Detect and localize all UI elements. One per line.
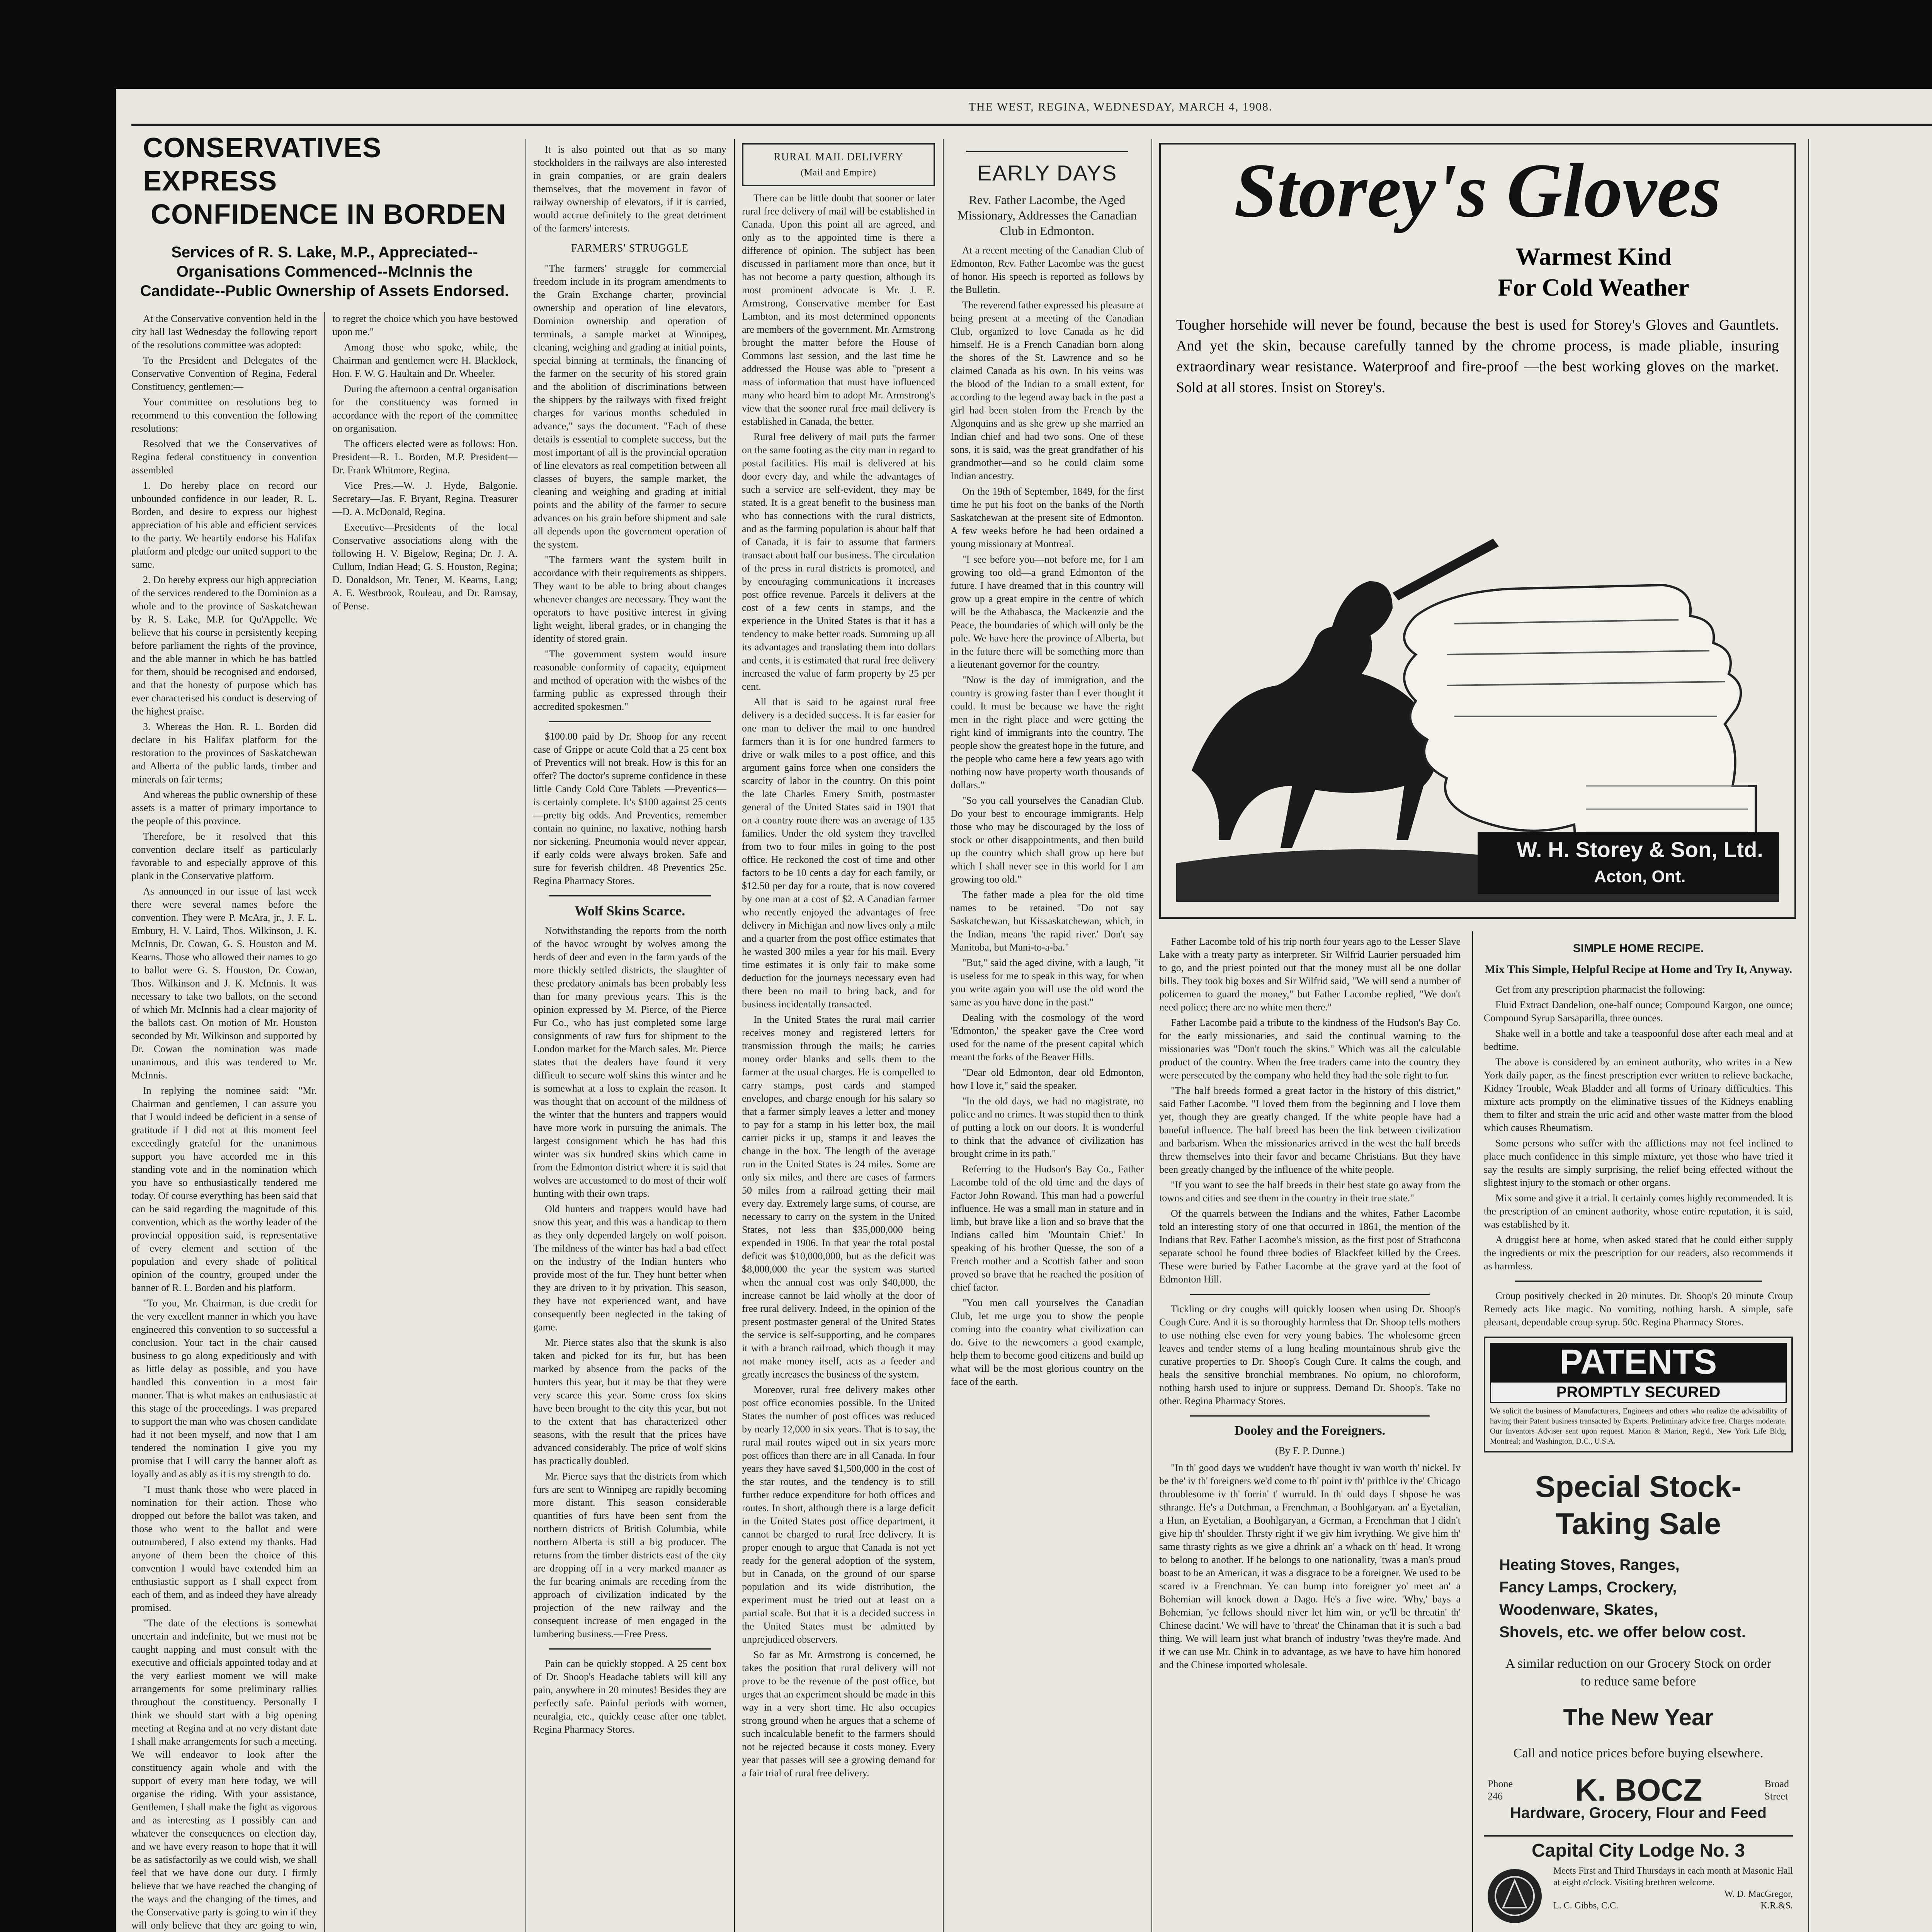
paragraph: "You men call yourselves the Canadian Club, let me urge you to show the people coming into the country what civilization can do. Give to the newcomers a good example, help them to become good citizens and build up what will be the most glorious country on the face of the earth. xyxy=(951,1297,1144,1387)
paragraph: Therefore, be it resolved that this convention declare itself as particularly favorable to and especially approve of this plank in the Conservative platform. xyxy=(131,831,317,881)
article1-body xyxy=(131,312,518,1932)
paragraph: Resolved that we the Conservatives of Regina federal constituency in convention assembled xyxy=(131,438,317,476)
storeys-maker: W. H. Storey & Son, Ltd. xyxy=(1517,837,1763,862)
paragraph: Father Lacombe told of his trip north four years ago to the Lesser Slave Lake with a treaty party as interpreter. Sir Wilfrid Laurier persuaded him to go, and the priest pointed out that the money must all be one dollar bills. They took big boxes and Sir Wilfrid said, "We will send a number of policemen to guard the money," but Father Lacombe replied, "We don't need police; there are no white men there." xyxy=(1159,936,1461,1013)
lodge-ad xyxy=(1484,1840,1793,1927)
pain-ad: Pain can be quickly stopped. A 25 cent box of Dr. Shoop's Headache tablets will kill any pain, anywhere in 20 minutes! Besides they are perfectly safe. Painful periods with women, neuralgia, etc., quickly cease after one tablet. Regina Pharmacy Stores. xyxy=(533,1658,726,1735)
top-rule xyxy=(131,124,1932,126)
paragraph: "If you want to see the half breeds in their best state go away from the towns and cities and see them in the country in their true state." xyxy=(1159,1179,1461,1204)
storeys-tagline xyxy=(1408,241,1779,303)
paragraph: 3. Whereas the Hon. R. L. Borden did declare in his Halifax platform for the restoration to the provinces of Saskatchewan and Alberta of the public lands, timber and minerals on fair terms; xyxy=(131,721,317,785)
croup-ad: Croup positively checked in 20 minutes. Dr. Shoop's 20 minute Croup Remedy acts like magic. No vomiting, nothing harsh. A simple, safe pleasant, dependable croup syrup. 50c. Regina Pharmacy Stores. xyxy=(1484,1290,1793,1328)
newspaper-page xyxy=(116,89,1932,1932)
paragraph: "I see before you—not before me, for I am growing too old—a grand Edmonton of the future. I have dreamed that in this country will grow up a great empire in the centre of which will be the Athabasca, the Mackenzie and the Peace, the boundaries of which will only be the pole. We have here the province of Alberta, but in the future there will be something more than a lieutenant governor for the country. xyxy=(951,554,1144,670)
paragraph: The reverend father expressed his pleasure at being present at a meeting of the Canadian Club, organized to love Canada as he did himself. He is a French Canadian born along the shores of the St. Lawrence and so he claimed Canada as his own. In his veins was the blood of the Indian to a small extent, for according to the legend away back in the past a girl had been stolen from the French by the Algonquins and as she grew up she married an Indian chief and had two sons. One of these sons, it is said, was the great grandfather of his grandmother—and so he could claim some Indian ancestry. xyxy=(951,299,1144,481)
paragraph: Among those who spoke, while, the Chairman and gentlemen were H. Blacklock, Hon. F. W. G. Haultain and Dr. Wheeler. xyxy=(332,342,518,379)
paragraph: "The farmers want the system built in accordance with their requirements as shippers. They want to be able to bring about changes whenever changes are necessary. They want the operators to have positive interest in giving light weight, liberal grades, or in changing the identity of stored grain. xyxy=(533,554,726,644)
paragraph: In the United States the rural mail carrier receives money and registered letters for transmission through the mails; he carries money order blanks and sells them to the farmer at the usual charges. He is compelled to carry stamps, post cards and stamped envelopes, and charge enough for his salary so that a farmer simply leaves a letter and money to pay for a stamp in his letter box, the mail carrier picks it up, stamps it and leaves the change in the box. The length of the average run in the United States is 24 miles. Some are only six miles, and there are cases of farmers 50 miles from a railroad getting their mail every day. Extremely large sums, of course, are necessary to carry on the system in the United States, not less than $35,000,000 being expended in 1906. In that year the total postal deficit was $10,000,000, but as the deficit was $8,000,000 the year the system was started when the annual cost was only $40,000, the increase cannot be laid wholly at the door of free rural delivery. Indeed, in the opinion of the present postmaster general of the United States the service is self-supporting, and he compares it with a branch railroad, which though it may not make money itself, acts as a feeder and greatly increases the business of the system. xyxy=(742,1014,935,1380)
paragraph: At a recent meeting of the Canadian Club of Edmonton, Rev. Father Lacombe was the guest of honor. His speech is reported as follows by the Bulletin. xyxy=(951,245,1144,295)
lodge-text: Meets First and Third Thursdays in each month at Masonic Hall at eight o'clock. Visiting brethren welcome. xyxy=(1553,1866,1793,1888)
paragraph: Notwithstanding the reports from the north of the havoc wrought by wolves among the herds of deer and even in the farm yards of the more thickly settled districts, the slaughter of these predatory animals has been probably less than for many previous years. This is the opinion expressed by M. Pierce, of the Pierce Fur Co., who has just completed some large consignments of raw furs for shipment to the London market for the March sales. Mr. Pierce states that the dealers have found it very difficult to secure wolf skins this winter and he is somewhat at a loss to explain the reason. It was thought that on account of the mildness of the winter that the hunters and trappers would have more work in pursuing the animals. The largest consignment which he has had this winter was six hundred skins which came in from the Edmonton district where it is said that wolves are accustomed to do most of their wolf hunting with their own traps. xyxy=(533,925,726,1199)
paragraph: At the Conservative convention held in the city hall last Wednesday the following report of the resolutions committee was adopted: xyxy=(131,313,317,350)
paragraph: Fluid Extract Dandelion, one-half ounce; Compound Kargon, one ounce; Compound Syrup Sarsaparilla, three ounces. xyxy=(1484,999,1793,1024)
paragraph: So far as Mr. Armstrong is concerned, he takes the position that rural delivery will not prove to be the revenue of the post office, but urges that an experiment should be made in this way in a very short time. He also occupies strong ground when he argues that a scheme of such incalculable benefit to the farmers should not be rejected because it costs money. Every year that passes will see a growing demand for a fair trial of rural free delivery. xyxy=(742,1649,935,1779)
patents-text: We solicit the business of Manufacturers, Engineers and others who realize the advisability of having their Patent business transacted by Experts. Preliminary advice free. Charges moderate. Our Inventors Adviser sent upon request. Marion & Marion, Reg'd., New York Life Bldg, Montreal; and Washington, D.C., U.S.A. xyxy=(1490,1407,1787,1446)
page-folio: THE WEST, REGINA, WEDNESDAY, MARCH 4, 1908. xyxy=(968,100,1273,113)
paragraph: "Dear old Edmonton, dear old Edmonton, how I love it," said the speaker. xyxy=(951,1067,1144,1091)
paragraph: "To you, Mr. Chairman, is due credit for the very excellent manner in which you have engineered this convention to so successful a conclusion. Your tact in the chair caused business to go along expeditiously and with as little delay as possible, and you have handled this convention in a most fair manner. That is what makes an enthusiastic at this stage of the proceedings. I was prepared to support the man who was chosen candidate had it not been myself, and now that I am tendered the nomination I give you my promise that I will carry the banner aloft as loyally and as ably as it is my strength to do. xyxy=(131,1298,317,1480)
bocz-new-year: The New Year xyxy=(1563,1704,1714,1730)
column-6 xyxy=(1159,935,1461,1932)
paragraph: Get from any prescription pharmacist the following: xyxy=(1495,984,1705,995)
bocz-item: Shovels, etc. we offer below cost. xyxy=(1499,1624,1746,1641)
paragraph: Executive—Presidents of the local Conservative associations along with the following H. V. Bigelow, Regina; Dr. J. A. Cullum, Indian Head; G. S. Houston, Regina; D. Donaldson, Mr. Tener, M. Kearns, Lang; A. E. Westbrook, Rouleau, and Dr. Ramsay, of Pense. xyxy=(332,522,518,612)
paragraph: "Now is the day of immigration, and the country is growing faster than I ever thought it could. It must be because we have the right men in the right place and were getting the right kind of immigrants into the country. The people show the greatest hope in the future, and the people who came here a few years ago with nothing now have property worth thousands of dollars." xyxy=(951,674,1144,791)
patents-title: PATENTS xyxy=(1490,1343,1787,1381)
paragraph: Some persons who suffer with the afflictions may not feel inclined to place much confidence in this simple mixture, yet those who have tried it say the results are simply surprising, the relief being effected without the slightest injury to the stomach or other organs. xyxy=(1484,1138,1793,1188)
bocz-item: Fancy Lamps, Crockery, xyxy=(1499,1579,1677,1596)
paragraph: There can be little doubt that sooner or later rural free delivery of mail will be established in Canada. Upon this point all are agreed, and only as to the appointed time is there a difference of opinion. The subject has been discussed in parliament more than once, but it has not become a party question, although its most prominent advocate is Mr. J. E. Armstrong, Conservative member for East Lambton, and its most determined opponents are members of the government. Mr. Armstrong brought the matter before the House of Commons last session, and the last time he addressed the House was able to "present a mass of information that must have influenced many who heard him to adopt Mr. Armstrong's view that the sooner rural free mail delivery is established in Canada, the better. xyxy=(742,192,935,427)
recipe-headline: SIMPLE HOME RECIPE. xyxy=(1573,942,1704,955)
cough-ad: Tickling or dry coughs will quickly loosen when using Dr. Shoop's Cough Cure. And it is so thoroughly harmless that Dr. Shoop tells mothers to use nothing else even for very young babies. The wholesome green leaves and tender stems of a lung healing mountainous shrub give the curative properties to Dr. Shoop's Cough Cure. It calms the cough, and heals the sensitive bronchial membranes. No opium, no chloroform, nothing harsh used to injure or suppress. Demand Dr. Shoop's. Take no other. Regina Pharmacy Stores. xyxy=(1159,1303,1461,1406)
article4-headline: RURAL MAIL DELIVERY xyxy=(774,151,903,163)
paragraph: Moreover, rural free delivery makes other post office economies possible. In the United States the number of post offices was reduced by nearly 12,000 in six years. That is to say, the rural mail routes wiped out in six years more post offices than there are in all Canada. In four years they have saved $1,500,000 in the cost of the star routes, and the tendency is to still further reduce expenditure for both offices and routes. In short, although there is a large deficit in the United States post office department, it cannot be charged to rural free delivery. It is proper enough to argue that Canada is not yet ready for the general adoption of the system, but in Canada, on the ground of our sparse population and its wide distribution, the experiment must be tried out at least on a partial scale. But that it is a decided success in the United States must be admitted by unprejudiced observers. xyxy=(742,1384,935,1645)
storeys-tagline-1: Warmest Kind xyxy=(1515,243,1672,270)
bocz-note: A similar reduction on our Grocery Stock on order to reduce same before xyxy=(1505,1656,1771,1689)
paragraph: "I must thank those who were placed in nomination for their action. Those who dropped out before the ballot was taken, and those who went to the ballot and were outnumbered, I also extend my thanks. Had anyone of them been the choice of this convention I would have extended him an enthusiastic support as I shall expect from each of them, and as indeed they have already promised. xyxy=(131,1484,317,1613)
rural-mail-header-box xyxy=(742,143,935,186)
paragraph: Rural free delivery of mail puts the farmer on the same footing as the city man in regard to postal facilities. His mail is delivered at his door every day, and while the advantages of such a service are self-evident, they may be stated. It is a great benefit to the business man who has connections with the rural districts, and as the farming population is about half that of Canada, it is fair to assume that farmers transact about half our business. The circulation of the press in rural districts is promoted, and by encouraging communications it increases post office revenue. Parcels it delivers at the cost of a few cents in stamps, and the experience in the United States is that it has a tendency to make better roads. Summing up all its advantages and translating them into dollars and cents, it is estimated that rural free delivery increased the value of farm property by 25 per cent. xyxy=(742,431,935,692)
patents-ad xyxy=(1484,1337,1793,1452)
bocz-phone xyxy=(1488,1778,1513,1803)
lodge-officer: K.R.&S. xyxy=(1760,1901,1793,1911)
storeys-gloves-ad xyxy=(1159,143,1796,919)
paragraph: Dealing with the cosmology of the word 'Edmonton,' the speaker gave the Cree word used for the name of the present capital which meant the forks of the Beaver Hills. xyxy=(951,1012,1144,1063)
bocz-items xyxy=(1499,1554,1777,1643)
paragraph: Father Lacombe paid a tribute to the kindness of the Hudson's Bay Co. for the early missionaries, and said the continual warning to the missionaries was "Don't touch the skins." Which was all the calculable product of the country. When the free traders came into the country they were persecuted by the company who held they had the sole right to fur. xyxy=(1159,1017,1461,1081)
bocz-street-1: Broad xyxy=(1764,1778,1789,1789)
article1-deck: Services of R. S. Lake, M.P., Appreciated--Organisations Commenced--McInnis the Candidate--Public Ownership of Assets Endorsed. xyxy=(140,244,509,299)
paragraph: Vice Pres.—W. J. Hyde, Balgonie. Secretary—Jas. F. Bryant, Regina. Treasurer—D. A. McDonald, Regina. xyxy=(332,480,518,517)
article6-byline: (By F. P. Dunne.) xyxy=(1275,1445,1345,1456)
column-5 xyxy=(951,143,1144,1932)
storeys-tagline-2: For Cold Weather xyxy=(1498,274,1689,301)
storeys-body: Tougher horsehide will never be found, because the best is used for Storey's Gloves and Gauntlets. And yet the skin, because carefully tanned by the chrome process, is made pliable, insuring extraordinary wear resistance. Waterproof and fire-proof —the best working gloves on the market. Sold at all stores. Insist on Storey's. xyxy=(1176,317,1779,396)
paragraph: The above is considered by an eminent authority, who writes in a New York daily paper, as the finest prescription ever written to relieve backache, Kidney Trouble, Weak Bladder and all forms of Urinary difficulties. This mixture acts promptly on the eliminative tissues of the Kidneys enabling them to filter and strain the uric acid and other waste matter from the blood which causes Rheumatism. xyxy=(1484,1056,1793,1133)
paragraph: A druggist here at home, when asked stated that he could either supply the ingredients or mix the prescription for our readers, also recommends it as harmless. xyxy=(1484,1234,1793,1272)
paragraph: 1. Do hereby place on record our unbounded confidence in our leader, R. L. Borden, and desire to express our highest appreciation of his able and efficient services to the party. We heartily endorse his Halifax platform and pledge our united support to the same. xyxy=(131,480,317,570)
paragraph: "In th' good days we wudden't have thought iv wan worth th' nickel. Iv be the' iv th' foreigners we'd come to th' point iv th' prithlce iv the' Chicago throublesome iv th' forrin' t' wurruld. In th' ould days I shpose he was sthrange. He's a Dutchman, a Frenchman, a Boohlgaryan. an' a Eyetalian, a Hun, an Eyetalian, a Boohlgaryan, a German, a Frenchman that I didn't give hip th' shoulder. Thrsty right if we giv him ivrything. We give him th' same thrasty rights as we give a dhrink an' a whack on th' head. It wrong to belong to another. If he belongs to one nationality, 'twas a man's proud boast to be an American, it was a disgrace to be a foreigner. We used to be scared iv a Frenchman. Ye can bump into foreigner yo' meet an' a Bohemian will knock down a Dago. He's a five wire. 'Why,' bays a Bohemian, 'ye fellows should niver let him win, or ye'll be threatin' th' Chinese dacint.' We will have to 'threat' the Chinaman that it is such a bad thing. We will learn just what branch of industry 'twas they're made. And if we can use Mr. Chink in to advantage, as we have to have him honored and the Chinese imported wholesale. xyxy=(1159,1462,1461,1670)
paragraph: All that is said to be against rural free delivery is a decided success. It is far easier for one man to deliver the mail to one hundred farmers than it is for one hundred farmers to drive or walk miles to a post office, and this argument gains force when one considers the scarcity of labor in the country. On this point the late Charles Emery Smith, postmaster general of the United States said in 1901 that on a country route there was an average of 135 families. Under the old system they travelled from two to four miles in going to the post office. He reckoned the cost of time and other factors to be 10 cents a day for each family, or $12.50 per day for a route, that is now covered by one man at a cost of $2. A Canadian farmer who recently enjoyed the advantages of free delivery in Michigan and now lives only a mile and a quarter from the post office estimates that he wasted 300 miles a year for his mail. Every time estimates it is only fair to make some deduction for the journeys necessary even had there been no mail to bring back, and for business incidentally transacted. xyxy=(742,696,935,1010)
bocz-trade: Hardware, Grocery, Flour and Feed xyxy=(1510,1804,1767,1821)
lodge-officer: L. C. Gibbs, C.C. xyxy=(1553,1901,1619,1911)
bocz-ad xyxy=(1484,1468,1793,1820)
paragraph: "The date of the elections is somewhat uncertain and indefinite, but we must not be caught napping and must consult with the executive and officials appointed today and at the very earliest moment we will make arrangements for some preliminary rallies throughout the constituency. Personally I think we should start with a big opening meeting at Regina and at no very distant date I shall make arrangements for such a meeting. We will endeavor to look after the constituency again whole and with the support of every man here today, we will organise the riding. With your assistance, Gentlemen, I shall make the fight as vigorous and as interesting as I possibly can and whatever the consequences on election day, and we have every reason to hope that it will be as satisfactorily as we could wish, we shall feel that we have done our duty. I firmly believe that we have reached the changing of the ways and the changing of the times, and the Conservative party is going to win if they will only believe that they are going to win, to regret the choice which you have bestowed upon me." xyxy=(131,313,518,1931)
paragraph: The officers elected were as follows: Hon. President—R. L. Borden, M.P. President—Dr. Frank Whitmore, Regina. xyxy=(332,438,518,476)
article5-headline: EARLY DAYS xyxy=(977,161,1117,185)
paragraph: "But," said the aged divine, with a laugh, "it is useless for me to speak in this way, for when you write again you will use the old word the same as you have done in the past." xyxy=(951,957,1144,1008)
paragraph: Shake well in a bottle and take a teaspoonful dose after each meal and at bedtime. xyxy=(1484,1028,1793,1052)
column-1 xyxy=(131,131,518,1932)
grippe-ad: $100.00 paid by Dr. Shoop for any recent case of Grippe or acute Cold that a 25 cent box of Preventics will not break. How is this for an offer? The doctor's supreme confidence in these little Candy Cold Cure Tablets —Preventics—is certainly complete. It's $100 against 25 cents—pretty big odds. And Preventics, remember contain no quinine, no laxative, nothing harsh nor sickening. Pneumonia would never appear, if early colds were always broken. Safe and sure for feverish children. 48 Preventics 25c. Regina Pharmacy Stores. xyxy=(533,731,726,886)
paragraph: "In the old days, we had no magistrate, no police and no crimes. It was stupid then to think of putting a lock on our doors. It is wonderful to think that the advance of civilization has brought crime in its path." xyxy=(951,1095,1144,1159)
paragraph: "So you call yourselves the Canadian Club. Do your best to encourage immigrants. Help those who may be discouraged by the loss of stock or other disappointments, and then build up the country which shall grow up here but which I shall never see in this world for I am growing too old." xyxy=(951,795,1144,885)
paragraph: Old hunters and trappers would have had snow this year, and this was a handicap to them as they only depended largely on wolf poison. The mildness of the winter has had a bad effect on the industry of the Indian hunters who provide most of the fur. They hunt better when they are driven to it by privation. This season, they have not experienced want, and have consequently been neglected in the taking of game. xyxy=(533,1203,726,1333)
bocz-phone-label: Phone xyxy=(1488,1778,1513,1789)
lodge-officer: W. D. MacGregor, xyxy=(1724,1889,1793,1899)
paragraph: Mr. Pierce states also that the skunk is also taken and picked for its fur, but has been marked by absence from the packs of the hunters this year, but it may be that they were very scarce this year. Some cross fox skins have been brought to the city this year, but not to the extent that has characterized other seasons, with the result that the prices have advanced considerably. The price of wolf skins has practically doubled. xyxy=(533,1337,726,1466)
article2-subhead-2: FARMERS' STRUGGLE xyxy=(571,242,689,254)
bocz-phone-number: 246 xyxy=(1488,1791,1503,1802)
bocz-item: Heating Stoves, Ranges, xyxy=(1499,1556,1680,1573)
paragraph: During the afternoon a central organisation for the constituency was formed in accordance with the report of the committee on organisation. xyxy=(332,383,518,434)
paragraph: As announced in our issue of last week there were several names before the convention. They were P. McAra, jr., J. F. L. Embury, H. V. Laird, Thos. Wilkinson, J. K. McInnis, Dr. Cowan, G. S. Houston and M. Kearns. Those who allowed their names to go to ballot were G. S. Houston, Dr. Cowan, Thos. Wilkinson and J. K. McInnis. It was necessary to take two ballots, on the second of which Mr. McInnis had a clear majority of the ballots cast. On motion of Mr. Houston seconded by Mr. Wilkinson and supported by Dr. Cowan the nomination was made unanimous, and this was tendered to Mr. McInnis. xyxy=(131,886,317,1081)
bocz-headline-2: Taking Sale xyxy=(1556,1507,1721,1541)
article1-headline-2: CONFIDENCE IN BORDEN xyxy=(150,199,506,230)
paragraph: 2. Do hereby express our high appreciation of the services rendered to the Dominion as a whole and to the province of Saskatchewan by R. S. Lake, M.P. for Qu'Appelle. We believe that his course in persistently keeping before parliament the rights of the province, and the able manner in which he has battled for them, should be recognised and endorsed, and that the honesty of purpose which has ever characterised his conduct is deserving of the highest praise. xyxy=(131,574,317,717)
paragraph: "The farmers' struggle for commercial freedom include in its program amendments to the Grain Exchange charter, provincial ownership and operation of line elevators, Dominion ownership and operation of terminals, a sample market at Winnipeg, cleaning, weighing and grading at initial points, special binning at terminals, the financing of the farmer on the security of his stored grain and the abolition of discriminations between the shippers by the railways with fixed freight charges for various months scheduled in advance," says the document. "Each of these details is essential to complete success, but the most important of all is the provincial operation of line elevators as real competition between all classes of buyers, the sample market, the cleaning and weighing and grading at initial points and the ability of the farmer to secure advances on his grain before shipment and sale all depends upon the government operation of the system. xyxy=(533,263,726,550)
bocz-street-2: Street xyxy=(1764,1791,1788,1802)
bocz-headline-1: Special Stock- xyxy=(1535,1469,1742,1503)
paragraph: "The half breeds formed a great factor in the history of this district," said Father Lacombe. "I loved them from the beginning and I love them yet, though they are greatly changed. If the white people have had a baneful influence. The half breed has been the link between civilization and barbarism. When the missionaries arrived in the west the half breeds threw themselves into their favor and became Christians. But they have been greatly changed by the influence of the white people. xyxy=(1159,1085,1461,1175)
paragraph: And whereas the public ownership of these assets is a matter of primary importance to the people of this province. xyxy=(131,789,317,827)
column-3 xyxy=(533,143,726,1932)
recipe-deck: Mix This Simple, Helpful Recipe at Home and Try It, Anyway. xyxy=(1485,963,1792,976)
article4-source: (Mail and Empire) xyxy=(801,168,876,178)
column-4 xyxy=(742,143,935,1932)
article5-deck: Rev. Father Lacombe, the Aged Missionary, Addresses the Canadian Club in Edmonton. xyxy=(957,193,1137,238)
article6-headline: Dooley and the Foreigners. xyxy=(1234,1423,1386,1438)
paragraph: On the 19th of September, 1849, for the first time he put his foot on the banks of the North Saskatchewan at the present site of Edmonton. A few weeks before he had been ordained a young missionary at Montreal. xyxy=(951,486,1144,549)
paragraph: "The government system would insure reasonable conformity of capacity, equipment and method of operation with the wishes of the farming public as expressed through their accredited spokesmen." xyxy=(533,648,726,712)
patents-subtitle: PROMPTLY SECURED xyxy=(1490,1381,1787,1403)
bocz-call: Call and notice prices before buying elsewhere. xyxy=(1513,1746,1764,1760)
paragraph: Referring to the Hudson's Bay Co., Father Lacombe told of the old time and the days of Factor John Rowand. This man had a powerful influence. He was a small man in stature and in limb, but brave like a lion and so brave that the Indians called him 'Mountain Chief.' In speaking of his brother Quesse, the son of a French mother and a Scottish father and soon proved so brave that he reached the position of chief factor. xyxy=(951,1163,1144,1293)
article1-headline-1: CONSERVATIVES EXPRESS xyxy=(143,133,382,197)
storeys-title: Storey's Gloves xyxy=(1234,148,1721,233)
paragraph: The father made a plea for the old time names to be retained. "Do not say Saskatchewan, but Kissaskatchewan, which, in the Indian, means 'the rapid river.' Don't say Manitoba, but Mani-to-a-ba." xyxy=(951,889,1144,953)
paragraph: To the President and Delegates of the Conservative Convention of Regina, Federal Constituency, gentlemen:— xyxy=(131,355,317,392)
column-7 xyxy=(1484,935,1793,1932)
bocz-signature xyxy=(1488,1773,1789,1807)
article3-headline: Wolf Skins Scarce. xyxy=(574,903,685,918)
paragraph: Of the quarrels between the Indians and the whites, Father Lacombe told an interesting story of one that occurred in 1861, the mention of the Indians that Rev. Father Lacombe's mission, as the first post of Strathcona separate school he found three bodies of Blackfeet killed by the Crees. These were buried by Father Lacombe at the grave yard at the foot of Edmonton Hill. xyxy=(1159,1208,1461,1285)
storeys-place: Acton, Ont. xyxy=(1594,867,1686,886)
paragraph: It is also pointed out that as so many stockholders in the railways are also interested in grain companies, or are grain dealers themselves, that the movement in favor of railway ownership of elevators, if it is carried, would accrue definitely to the great detriment of the farmers' interests. xyxy=(533,144,726,234)
paragraph: Mix some and give it a trial. It certainly comes highly recommended. It is the prescription of an eminent authority, whose entire reputation, it is said, was established by it. xyxy=(1484,1192,1793,1230)
lodge-emblem-icon xyxy=(1484,1865,1546,1927)
bocz-item: Woodenware, Skates, xyxy=(1499,1601,1658,1618)
paragraph: Mr. Pierce says that the districts from which furs are sent to Winnipeg are rapidly becoming more distant. This season considerable quantities of furs have been sent from the northern districts of British Columbia, while northern Alberta is still a big producer. The returns from the timber districts east of the city are dropping off in a very marked manner as the fur bearing animals are receding from the approach of civilization indicated by the projection of the new railway and the consequent increase of men engaged in the lumbering business.—Free Press. xyxy=(533,1471,726,1639)
lodge-title: Capital City Lodge No. 3 xyxy=(1531,1840,1745,1861)
bocz-name: K. BOCZ xyxy=(1575,1773,1702,1807)
paragraph: Your committee on resolutions beg to recommend to this convention the following resolutions: xyxy=(131,396,317,434)
paragraph: In replying the nominee said: "Mr. Chairman and gentlemen, I can assure you that I would indeed be deficient in a sense of gratitude if I did not at this moment feel exceedingly grateful for the unanimous support you have accorded me in this standing vote and in the nomination which you have so enthusiastically tendered me today. Of course everything has been said that can be said regarding the magnitude of this convention, which as the worthy leader of the provincial opposition said, is representative of every element and section of the population and every shade of political opinion of the country, grouped under the banner of R. L. Borden and his platform. xyxy=(131,1085,317,1293)
bocz-street xyxy=(1764,1778,1789,1803)
